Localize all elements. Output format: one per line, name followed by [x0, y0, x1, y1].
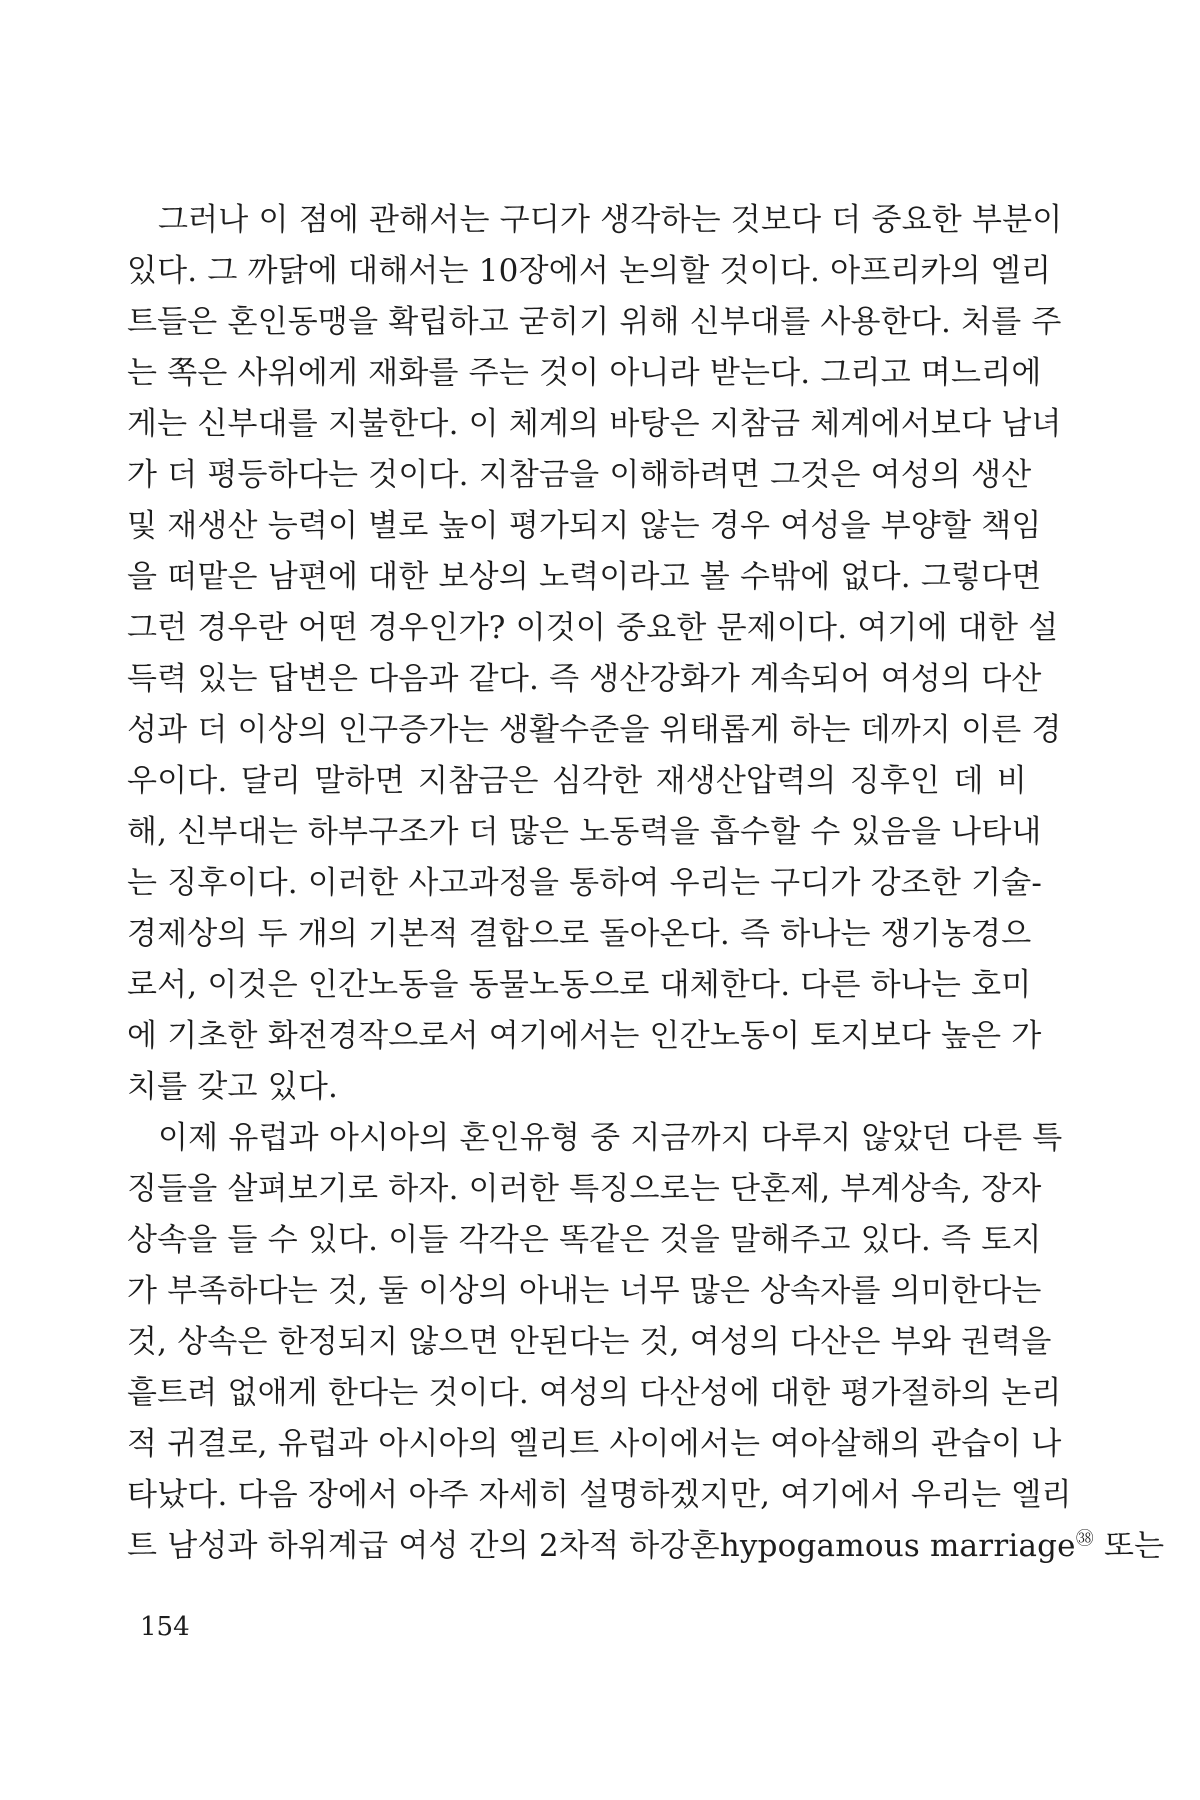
text-line: 그런 경우란 어떤 경우인가? 이것이 중요한 문제이다. 여기에 대한 설	[127, 610, 1059, 646]
text-line: 흩트려 없애게 한다는 것이다. 여성의 다산성에 대한 평가절하의 논리	[127, 1375, 1062, 1411]
text-line: 트들은 혼인동맹을 확립하고 굳히기 위해 신부대를 사용한다. 처를 주	[127, 304, 1062, 340]
text-line: 는 쪽은 사위에게 재화를 주는 것이 아니라 받는다. 그리고 며느리에	[127, 355, 1042, 391]
text-line: 타났다. 다음 장에서 아주 자세히 설명하겠지만, 여기에서 우리는 엘리	[127, 1477, 1072, 1513]
note-marker: ㊳	[1075, 1528, 1094, 1550]
text-line: 경제상의 두 개의 기본적 결합으로 돌아온다. 즉 하나는 쟁기농경으	[127, 916, 1032, 952]
paragraph-1	[127, 195, 1063, 1113]
paragraph-2	[127, 1113, 1165, 1572]
body-text	[127, 195, 1165, 1572]
text-line: 해, 신부대는 하부구조가 더 많은 노동력을 흡수할 수 있음을 나타내	[127, 814, 1042, 850]
text-line: 것, 상속은 한정되지 않으면 안된다는 것, 여성의 다산은 부와 권력을	[127, 1324, 1052, 1360]
text-line: 징들을 살펴보기로 하자. 이러한 특징으로는 단혼제, 부계상속, 장자	[127, 1171, 1042, 1207]
text-line: 치를 갖고 있다.	[127, 1069, 339, 1105]
text-line: 가 더 평등하다는 것이다. 지참금을 이해하려면 그것은 여성의 생산	[127, 457, 1032, 493]
text-segment: 또는	[1093, 1528, 1165, 1564]
text-line: 가 부족하다는 것, 둘 이상의 아내는 너무 많은 상속자를 의미한다는	[127, 1273, 1042, 1309]
text-line: 게는 신부대를 지불한다. 이 체계의 바탕은 지참금 체계에서보다 남녀	[127, 406, 1062, 442]
text-line: 및 재생산 능력이 별로 높이 평가되지 않는 경우 여성을 부양할 책임	[127, 508, 1042, 544]
text-line: 성과 더 이상의 인구증가는 생활수준을 위태롭게 하는 데까지 이른 경	[127, 712, 1062, 748]
text-line: 그러나 이 점에 관해서는 구디가 생각하는 것보다 더 중요한 부분이	[158, 202, 1063, 238]
text-line: 우이다. 달리 말하면 지참금은 심각한 재생산압력의 징후인 데 비	[127, 763, 1027, 799]
text-segment: 트 남성과 하위계급 여성 간의 2차적 하강혼hypogamous marriage	[127, 1528, 1076, 1564]
text-line: 에 기초한 화전경작으로서 여기에서는 인간노동이 토지보다 높은 가	[127, 1018, 1042, 1054]
text-line: 로서, 이것은 인간노동을 동물노동으로 대체한다. 다른 하나는 호미	[127, 967, 1032, 1003]
text-line: 상속을 들 수 있다. 이들 각각은 똑같은 것을 말해주고 있다. 즉 토지	[127, 1222, 1042, 1258]
text-line: 있다. 그 까닭에 대해서는 10장에서 논의할 것이다. 아프리카의 엘리	[127, 253, 1052, 289]
page-number: 154	[140, 1612, 190, 1642]
text-line: 을 떠맡은 남편에 대한 보상의 노력이라고 볼 수밖에 없다. 그렇다면	[127, 559, 1042, 595]
text-line: 이제 유럽과 아시아의 혼인유형 중 지금까지 다루지 않았던 다른 특	[158, 1120, 1063, 1156]
text-line: 적 귀결로, 유럽과 아시아의 엘리트 사이에서는 여아살해의 관습이 나	[127, 1426, 1062, 1462]
text-line: 는 징후이다. 이러한 사고과정을 통하여 우리는 구디가 강조한 기술-	[127, 865, 1043, 901]
text-line: 득력 있는 답변은 다음과 같다. 즉 생산강화가 계속되어 여성의 다산	[127, 661, 1042, 697]
text-line-with-note	[127, 1521, 1165, 1572]
